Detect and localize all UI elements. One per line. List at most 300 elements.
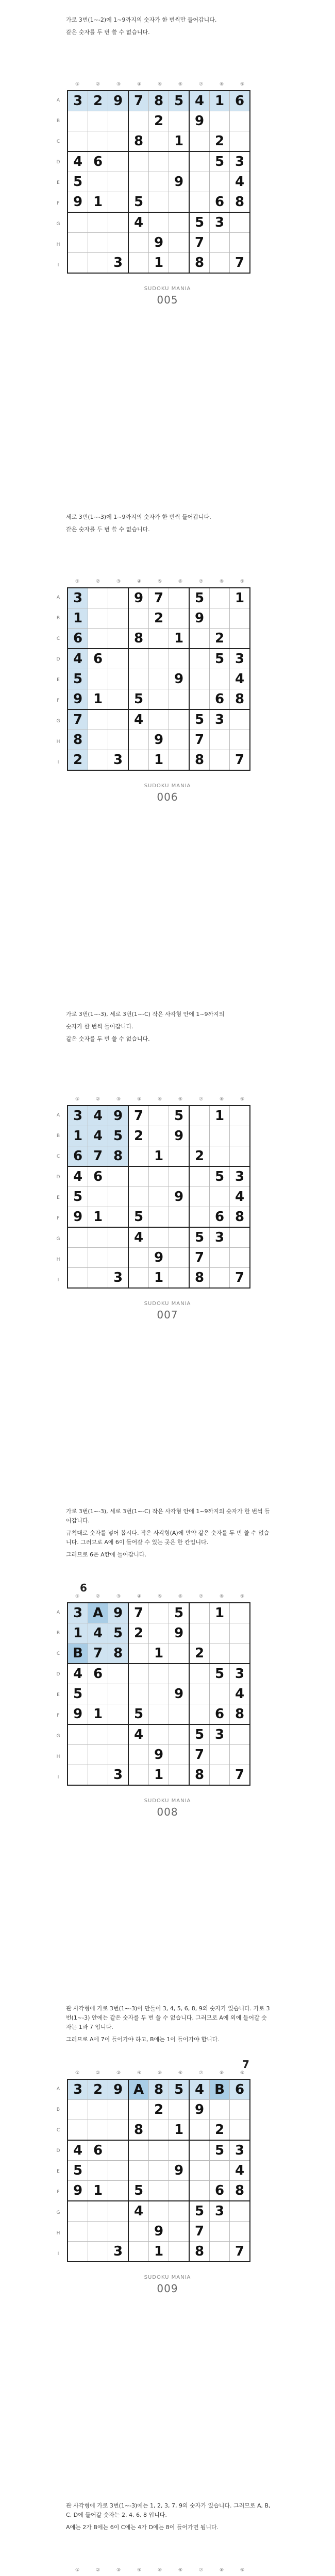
grid-cell[interactable]: 4: [230, 2161, 250, 2181]
grid-cell[interactable]: 3: [68, 588, 88, 608]
grid-cell[interactable]: [169, 151, 190, 172]
grid-cell[interactable]: 1: [68, 608, 88, 629]
grid-cell[interactable]: [230, 2222, 250, 2242]
grid-cell[interactable]: 5: [128, 1704, 149, 1725]
grid-cell[interactable]: [68, 2100, 88, 2120]
grid-cell[interactable]: [169, 233, 190, 253]
grid-cell[interactable]: [88, 2242, 108, 2262]
grid-cell[interactable]: 5: [68, 1684, 88, 1704]
grid-cell[interactable]: B: [210, 2079, 230, 2100]
grid-cell[interactable]: [169, 588, 190, 608]
grid-cell[interactable]: [108, 1664, 129, 1684]
grid-cell[interactable]: [128, 2161, 149, 2181]
grid-cell[interactable]: [189, 689, 210, 710]
grid-cell[interactable]: [128, 1248, 149, 1268]
grid-cell[interactable]: [149, 151, 169, 172]
grid-cell[interactable]: 9: [68, 1704, 88, 1725]
grid-cell[interactable]: 5: [210, 649, 230, 669]
grid-cell[interactable]: [88, 2201, 108, 2222]
grid-cell[interactable]: [108, 151, 129, 172]
grid-cell[interactable]: [108, 2201, 129, 2222]
grid-cell[interactable]: [108, 192, 129, 213]
grid-cell[interactable]: [68, 1268, 88, 1289]
grid-cell[interactable]: 5: [189, 212, 210, 233]
grid-cell[interactable]: [108, 1745, 129, 1765]
grid-cell[interactable]: [149, 1207, 169, 1228]
grid-cell[interactable]: [68, 131, 88, 152]
grid-cell[interactable]: 2: [128, 1623, 149, 1643]
grid-cell[interactable]: [189, 192, 210, 213]
grid-cell[interactable]: [189, 2120, 210, 2141]
grid-cell[interactable]: [169, 2222, 190, 2242]
grid-cell[interactable]: 3: [68, 2079, 88, 2100]
grid-cell[interactable]: [149, 2120, 169, 2141]
grid-cell[interactable]: 8: [230, 2181, 250, 2201]
grid-cell[interactable]: [210, 2242, 230, 2262]
grid-cell[interactable]: [108, 233, 129, 253]
grid-cell[interactable]: 7: [88, 1643, 108, 1664]
grid-cell[interactable]: 2: [189, 1643, 210, 1664]
grid-cell[interactable]: 7: [230, 1268, 250, 1289]
grid-cell[interactable]: 5: [189, 2201, 210, 2222]
grid-cell[interactable]: [149, 2161, 169, 2181]
grid-cell[interactable]: [108, 212, 129, 233]
grid-cell[interactable]: 5: [189, 588, 210, 608]
grid-cell[interactable]: 9: [68, 1207, 88, 1228]
grid-cell[interactable]: [149, 1623, 169, 1643]
grid-cell[interactable]: [169, 649, 190, 669]
grid-cell[interactable]: [128, 1664, 149, 1684]
grid-cell[interactable]: [230, 1623, 250, 1643]
grid-cell[interactable]: 1: [88, 2181, 108, 2201]
grid-cell[interactable]: [108, 588, 129, 608]
grid-cell[interactable]: 5: [128, 689, 149, 710]
grid-cell[interactable]: [88, 131, 108, 152]
grid-cell[interactable]: 9: [169, 669, 190, 689]
grid-cell[interactable]: 8: [189, 1268, 210, 1289]
grid-cell[interactable]: 1: [149, 750, 169, 771]
grid-cell[interactable]: [88, 750, 108, 771]
grid-cell[interactable]: [210, 2100, 230, 2120]
grid-cell[interactable]: [108, 1166, 129, 1187]
grid-cell[interactable]: [189, 131, 210, 152]
grid-cell[interactable]: [88, 212, 108, 233]
grid-cell[interactable]: 9: [149, 233, 169, 253]
grid-cell[interactable]: 4: [88, 1623, 108, 1643]
grid-cell[interactable]: [210, 1684, 230, 1704]
grid-cell[interactable]: [108, 669, 129, 689]
grid-cell[interactable]: [108, 629, 129, 649]
grid-cell[interactable]: [210, 1765, 230, 1786]
grid-cell[interactable]: 9: [68, 2181, 88, 2201]
grid-cell[interactable]: [149, 1227, 169, 1248]
grid-cell[interactable]: [189, 172, 210, 192]
grid-cell[interactable]: 1: [68, 1623, 88, 1643]
grid-cell[interactable]: [108, 2222, 129, 2242]
grid-cell[interactable]: 4: [68, 649, 88, 669]
grid-cell[interactable]: 3: [210, 1724, 230, 1745]
grid-cell[interactable]: 2: [149, 2100, 169, 2120]
grid-cell[interactable]: 6: [210, 192, 230, 213]
grid-cell[interactable]: 5: [128, 2181, 149, 2201]
grid-cell[interactable]: [169, 1664, 190, 1684]
grid-cell[interactable]: [88, 629, 108, 649]
grid-cell[interactable]: 6: [210, 1207, 230, 1228]
grid-cell[interactable]: [189, 1623, 210, 1643]
grid-cell[interactable]: 7: [88, 1146, 108, 1167]
grid-cell[interactable]: [169, 2181, 190, 2201]
grid-cell[interactable]: [88, 1684, 108, 1704]
grid-cell[interactable]: [149, 1664, 169, 1684]
grid-cell[interactable]: [149, 1704, 169, 1725]
grid-cell[interactable]: 9: [149, 1745, 169, 1765]
grid-cell[interactable]: [210, 730, 230, 750]
grid-cell[interactable]: 6: [88, 151, 108, 172]
grid-cell[interactable]: [169, 730, 190, 750]
grid-cell[interactable]: 1: [169, 131, 190, 152]
grid-cell[interactable]: [210, 1268, 230, 1289]
grid-cell[interactable]: [108, 2100, 129, 2120]
grid-cell[interactable]: [128, 111, 149, 131]
grid-cell[interactable]: 5: [68, 1187, 88, 1207]
grid-cell[interactable]: 6: [68, 629, 88, 649]
grid-cell[interactable]: [189, 629, 210, 649]
grid-cell[interactable]: 5: [169, 2079, 190, 2100]
grid-cell[interactable]: 3: [230, 1166, 250, 1187]
grid-cell[interactable]: 5: [210, 151, 230, 172]
grid-cell[interactable]: 9: [169, 1187, 190, 1207]
grid-cell[interactable]: [128, 2100, 149, 2120]
grid-cell[interactable]: 4: [128, 709, 149, 730]
grid-cell[interactable]: [108, 2120, 129, 2141]
grid-cell[interactable]: 2: [88, 2079, 108, 2100]
grid-cell[interactable]: [169, 2242, 190, 2262]
grid-cell[interactable]: 6: [210, 2181, 230, 2201]
grid-cell[interactable]: [68, 2201, 88, 2222]
grid-cell[interactable]: [108, 1248, 129, 1268]
grid-cell[interactable]: [230, 131, 250, 152]
grid-cell[interactable]: 1: [88, 1704, 108, 1725]
grid-cell[interactable]: 8: [230, 689, 250, 710]
grid-cell[interactable]: [230, 1745, 250, 1765]
grid-cell[interactable]: 7: [149, 588, 169, 608]
grid-cell[interactable]: [128, 669, 149, 689]
grid-cell[interactable]: [169, 1724, 190, 1745]
grid-cell[interactable]: 5: [68, 669, 88, 689]
grid-cell[interactable]: [189, 151, 210, 172]
grid-cell[interactable]: [149, 2201, 169, 2222]
grid-cell[interactable]: 6: [88, 1664, 108, 1684]
grid-cell[interactable]: 4: [230, 1684, 250, 1704]
grid-cell[interactable]: 5: [189, 709, 210, 730]
grid-cell[interactable]: [149, 1684, 169, 1704]
grid-cell[interactable]: B: [68, 1643, 88, 1664]
grid-cell[interactable]: [68, 2120, 88, 2141]
grid-cell[interactable]: [210, 1187, 230, 1207]
grid-cell[interactable]: [149, 689, 169, 710]
grid-cell[interactable]: 7: [189, 1248, 210, 1268]
grid-cell[interactable]: [108, 730, 129, 750]
grid-cell[interactable]: [210, 2222, 230, 2242]
grid-cell[interactable]: [210, 1248, 230, 1268]
grid-cell[interactable]: [149, 1106, 169, 1126]
grid-cell[interactable]: [88, 588, 108, 608]
grid-cell[interactable]: [68, 212, 88, 233]
grid-cell[interactable]: 4: [128, 212, 149, 233]
grid-cell[interactable]: 8: [230, 1207, 250, 1228]
grid-cell[interactable]: 2: [128, 1126, 149, 1146]
grid-cell[interactable]: 8: [189, 253, 210, 274]
grid-cell[interactable]: [169, 2100, 190, 2120]
grid-cell[interactable]: [88, 1765, 108, 1786]
grid-cell[interactable]: [108, 709, 129, 730]
grid-cell[interactable]: 8: [68, 730, 88, 750]
grid-cell[interactable]: 8: [189, 2242, 210, 2262]
grid-cell[interactable]: [88, 669, 108, 689]
grid-cell[interactable]: 5: [108, 1623, 129, 1643]
grid-cell[interactable]: 4: [68, 1166, 88, 1187]
grid-cell[interactable]: [210, 1146, 230, 1167]
grid-cell[interactable]: [128, 1684, 149, 1704]
grid-cell[interactable]: [189, 2140, 210, 2161]
grid-cell[interactable]: [169, 1166, 190, 1187]
grid-cell[interactable]: [230, 2100, 250, 2120]
grid-cell[interactable]: 1: [169, 2120, 190, 2141]
grid-cell[interactable]: 3: [68, 1106, 88, 1126]
grid-cell[interactable]: [68, 233, 88, 253]
grid-cell[interactable]: [108, 1227, 129, 1248]
grid-cell[interactable]: 4: [128, 1724, 149, 1745]
grid-cell[interactable]: 7: [189, 1745, 210, 1765]
grid-cell[interactable]: 5: [169, 91, 190, 111]
grid-cell[interactable]: [230, 1106, 250, 1126]
grid-cell[interactable]: [189, 2161, 210, 2181]
grid-cell[interactable]: 2: [88, 91, 108, 111]
grid-cell[interactable]: [68, 1765, 88, 1786]
grid-cell[interactable]: [128, 233, 149, 253]
grid-cell[interactable]: 9: [189, 2100, 210, 2120]
grid-cell[interactable]: [169, 1704, 190, 1725]
grid-cell[interactable]: 2: [68, 750, 88, 771]
grid-cell[interactable]: [210, 1745, 230, 1765]
grid-cell[interactable]: [230, 111, 250, 131]
grid-cell[interactable]: [169, 709, 190, 730]
grid-cell[interactable]: [210, 172, 230, 192]
grid-cell[interactable]: [189, 1207, 210, 1228]
grid-cell[interactable]: [108, 111, 129, 131]
grid-cell[interactable]: [230, 1126, 250, 1146]
grid-cell[interactable]: [210, 1126, 230, 1146]
grid-cell[interactable]: 6: [88, 2140, 108, 2161]
grid-cell[interactable]: [149, 2140, 169, 2161]
grid-cell[interactable]: 3: [68, 1603, 88, 1623]
grid-cell[interactable]: [169, 1268, 190, 1289]
grid-cell[interactable]: [128, 2140, 149, 2161]
grid-cell[interactable]: [189, 1126, 210, 1146]
grid-cell[interactable]: [128, 1745, 149, 1765]
grid-cell[interactable]: [230, 2201, 250, 2222]
grid-cell[interactable]: [108, 649, 129, 669]
grid-cell[interactable]: 6: [230, 91, 250, 111]
grid-cell[interactable]: [128, 649, 149, 669]
grid-cell[interactable]: [128, 151, 149, 172]
grid-cell[interactable]: 4: [128, 1227, 149, 1248]
grid-cell[interactable]: [68, 1745, 88, 1765]
grid-cell[interactable]: 4: [88, 1106, 108, 1126]
grid-cell[interactable]: 3: [210, 212, 230, 233]
grid-cell[interactable]: [210, 608, 230, 629]
grid-cell[interactable]: 2: [210, 131, 230, 152]
grid-cell[interactable]: [169, 212, 190, 233]
grid-cell[interactable]: [210, 588, 230, 608]
grid-cell[interactable]: [210, 1623, 230, 1643]
grid-cell[interactable]: [189, 1664, 210, 1684]
grid-cell[interactable]: [88, 172, 108, 192]
grid-cell[interactable]: 9: [68, 689, 88, 710]
grid-cell[interactable]: 8: [128, 629, 149, 649]
grid-cell[interactable]: 4: [230, 669, 250, 689]
grid-cell[interactable]: 5: [128, 1207, 149, 1228]
grid-cell[interactable]: 1: [88, 192, 108, 213]
grid-cell[interactable]: [108, 1724, 129, 1745]
grid-cell[interactable]: [88, 233, 108, 253]
grid-cell[interactable]: [68, 253, 88, 274]
grid-cell[interactable]: [169, 1745, 190, 1765]
grid-cell[interactable]: 3: [210, 2201, 230, 2222]
grid-cell[interactable]: 1: [88, 1207, 108, 1228]
grid-cell[interactable]: [210, 2161, 230, 2181]
grid-cell[interactable]: A: [88, 1603, 108, 1623]
grid-cell[interactable]: [169, 1248, 190, 1268]
grid-cell[interactable]: 8: [230, 192, 250, 213]
grid-cell[interactable]: [128, 1643, 149, 1664]
grid-cell[interactable]: 7: [128, 91, 149, 111]
grid-cell[interactable]: 5: [68, 2161, 88, 2181]
grid-cell[interactable]: [128, 1765, 149, 1786]
grid-cell[interactable]: [149, 172, 169, 192]
grid-cell[interactable]: 5: [128, 192, 149, 213]
grid-cell[interactable]: [230, 1724, 250, 1745]
grid-cell[interactable]: 4: [230, 1187, 250, 1207]
grid-cell[interactable]: [169, 608, 190, 629]
grid-cell[interactable]: A: [128, 2079, 149, 2100]
grid-cell[interactable]: 3: [108, 1268, 129, 1289]
grid-cell[interactable]: 2: [149, 608, 169, 629]
grid-cell[interactable]: [210, 750, 230, 771]
grid-cell[interactable]: [68, 1724, 88, 1745]
grid-cell[interactable]: [169, 1227, 190, 1248]
grid-cell[interactable]: [149, 649, 169, 669]
grid-cell[interactable]: [128, 253, 149, 274]
grid-cell[interactable]: 8: [128, 2120, 149, 2141]
grid-cell[interactable]: [108, 1187, 129, 1207]
grid-cell[interactable]: 2: [149, 111, 169, 131]
grid-cell[interactable]: [189, 1684, 210, 1704]
grid-cell[interactable]: [169, 1207, 190, 1228]
grid-cell[interactable]: 7: [230, 253, 250, 274]
grid-cell[interactable]: [88, 2161, 108, 2181]
grid-cell[interactable]: 1: [210, 1603, 230, 1623]
grid-cell[interactable]: 9: [189, 111, 210, 131]
grid-cell[interactable]: 3: [230, 649, 250, 669]
grid-cell[interactable]: [108, 608, 129, 629]
grid-cell[interactable]: [210, 233, 230, 253]
grid-cell[interactable]: 1: [230, 588, 250, 608]
grid-cell[interactable]: 8: [149, 2079, 169, 2100]
grid-cell[interactable]: [230, 1603, 250, 1623]
grid-cell[interactable]: [189, 2181, 210, 2201]
grid-cell[interactable]: 7: [189, 730, 210, 750]
grid-cell[interactable]: 4: [68, 1664, 88, 1684]
grid-cell[interactable]: [169, 2140, 190, 2161]
grid-cell[interactable]: [88, 608, 108, 629]
grid-cell[interactable]: [149, 192, 169, 213]
grid-cell[interactable]: 1: [68, 1126, 88, 1146]
grid-cell[interactable]: 8: [128, 131, 149, 152]
grid-cell[interactable]: 9: [169, 1684, 190, 1704]
grid-cell[interactable]: 3: [230, 2140, 250, 2161]
grid-cell[interactable]: [108, 1207, 129, 1228]
grid-cell[interactable]: 9: [108, 2079, 129, 2100]
grid-cell[interactable]: [108, 1704, 129, 1725]
grid-cell[interactable]: 7: [189, 2222, 210, 2242]
grid-cell[interactable]: 9: [108, 1603, 129, 1623]
grid-cell[interactable]: 7: [128, 1106, 149, 1126]
grid-cell[interactable]: [108, 131, 129, 152]
grid-cell[interactable]: [149, 669, 169, 689]
grid-cell[interactable]: 5: [169, 1106, 190, 1126]
grid-cell[interactable]: 1: [88, 689, 108, 710]
grid-cell[interactable]: [189, 1603, 210, 1623]
grid-cell[interactable]: [189, 1166, 210, 1187]
grid-cell[interactable]: [68, 2222, 88, 2242]
grid-cell[interactable]: [230, 1643, 250, 1664]
grid-cell[interactable]: 6: [68, 1146, 88, 1167]
grid-cell[interactable]: [169, 253, 190, 274]
grid-cell[interactable]: 3: [210, 1227, 230, 1248]
grid-cell[interactable]: [108, 689, 129, 710]
grid-cell[interactable]: 6: [88, 649, 108, 669]
grid-cell[interactable]: 6: [210, 1704, 230, 1725]
grid-cell[interactable]: [169, 1643, 190, 1664]
grid-cell[interactable]: [230, 730, 250, 750]
grid-cell[interactable]: [189, 669, 210, 689]
grid-cell[interactable]: [68, 2242, 88, 2262]
grid-cell[interactable]: [88, 1745, 108, 1765]
grid-cell[interactable]: 9: [149, 730, 169, 750]
grid-cell[interactable]: 9: [128, 588, 149, 608]
grid-cell[interactable]: 8: [108, 1146, 129, 1167]
grid-cell[interactable]: [108, 2140, 129, 2161]
grid-cell[interactable]: 9: [149, 1248, 169, 1268]
grid-cell[interactable]: 8: [108, 1643, 129, 1664]
grid-cell[interactable]: [128, 2222, 149, 2242]
grid-cell[interactable]: [189, 1704, 210, 1725]
grid-cell[interactable]: [88, 253, 108, 274]
grid-cell[interactable]: [68, 111, 88, 131]
grid-cell[interactable]: 9: [169, 2161, 190, 2181]
grid-cell[interactable]: 4: [230, 172, 250, 192]
grid-cell[interactable]: [230, 233, 250, 253]
grid-cell[interactable]: [230, 1227, 250, 1248]
grid-cell[interactable]: 1: [210, 1106, 230, 1126]
grid-cell[interactable]: [210, 669, 230, 689]
grid-cell[interactable]: 3: [230, 151, 250, 172]
grid-cell[interactable]: [108, 172, 129, 192]
grid-cell[interactable]: [108, 2161, 129, 2181]
grid-cell[interactable]: 3: [68, 91, 88, 111]
grid-cell[interactable]: 4: [128, 2201, 149, 2222]
